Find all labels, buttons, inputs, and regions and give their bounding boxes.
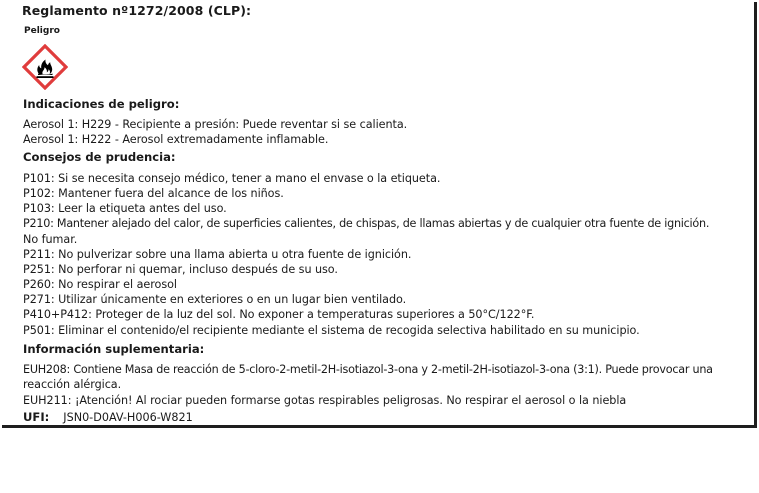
supplementary-info-heading: Información suplementaria: [23, 342, 205, 356]
supplementary-info-line: EUH208: Contiene Masa de reacción de 5-cloro-2-metil-2H-isotiazol-3-ona y 2-metil-2H-isotiazol-3-ona (3:1). Puede provocar una [23, 363, 713, 376]
ufi-row [23, 410, 193, 424]
precautionary-statement-line: P211: No pulverizar sobre una llama abierta u otra fuente de ignición. [23, 248, 412, 261]
hazard-statements-heading: Indicaciones de peligro: [23, 97, 180, 111]
precautionary-statement-line: P103: Leer la etiqueta antes del uso. [23, 202, 227, 215]
precautionary-statement-line: P101: Si se necesita consejo médico, tener a mano el envase o la etiqueta. [23, 172, 441, 185]
precautionary-statement-line: P271: Utilizar únicamente en exteriores o en un lugar bien ventilado. [23, 293, 407, 306]
precautionary-statement-line: P251: No perforar ni quemar, incluso después de su uso. [23, 263, 338, 276]
precautionary-statement-line: P410+P412: Proteger de la luz del sol. No exponer a temperaturas superiores a 50°C/122°F. [23, 308, 535, 321]
precautionary-statement-line: P210: Mantener alejado del calor, de superficies calientes, de chispas, de llamas abiertas y de cualquier otra fuente de ignición. [23, 217, 710, 230]
regulation-title: Reglamento nº1272/2008 (CLP): [22, 3, 252, 18]
precautionary-statement-line: P102: Mantener fuera del alcance de los niños. [23, 187, 284, 200]
supplementary-info-line: reacción alérgica. [23, 378, 122, 391]
precautionary-statement-line: P501: Eliminar el contenido/el recipiente mediante el sistema de recogida selectiva habilitado en su municipio. [23, 324, 640, 337]
signal-word: Peligro [24, 26, 60, 36]
precautionary-statements-heading: Consejos de prudencia: [23, 150, 176, 164]
hazard-statement-line: Aerosol 1: H229 - Recipiente a presión: Puede reventar si se calienta. [23, 118, 408, 131]
flame-icon [22, 44, 68, 90]
ufi-label: UFI: [23, 410, 50, 424]
hazard-statement-line: Aerosol 1: H222 - Aerosol extremadamente inflamable. [23, 133, 329, 146]
precautionary-statement-line: P260: No respirar el aerosol [23, 278, 177, 291]
supplementary-info-line: EUH211: ¡Atención! Al rociar pueden formarse gotas respirables peligrosas. No respirar el aerosol o la niebla [23, 394, 627, 407]
ufi-value: JSN0-D0AV-H006-W821 [63, 411, 193, 424]
precautionary-statement-line: No fumar. [23, 233, 78, 246]
